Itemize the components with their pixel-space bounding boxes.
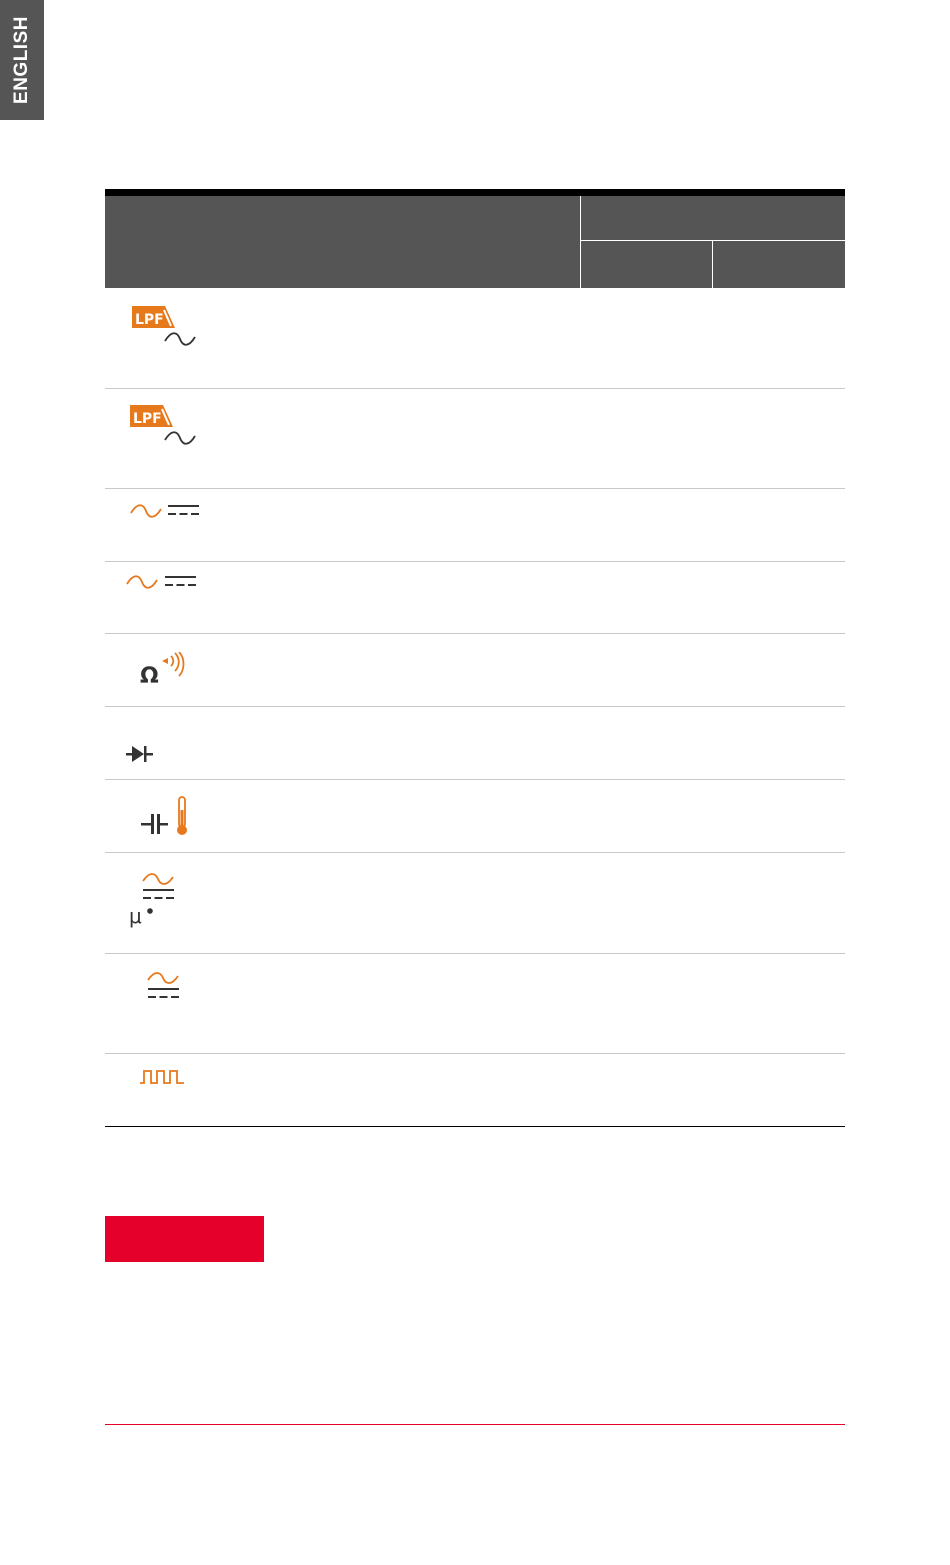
svg-text:LPF: LPF	[135, 312, 164, 328]
table-row	[105, 489, 845, 562]
language-tab	[0, 0, 44, 120]
table-row	[105, 288, 845, 389]
table-row	[105, 1054, 845, 1127]
table-row	[105, 707, 845, 780]
dc-icon	[165, 576, 197, 588]
function-table	[105, 189, 845, 1127]
ac-wave-icon	[125, 574, 159, 590]
header-divider-sub-col	[712, 241, 713, 288]
thermometer-icon	[175, 796, 189, 836]
diode-icon	[126, 744, 156, 764]
ac-wave-icon	[163, 331, 197, 347]
ac-wave-icon	[129, 503, 163, 519]
table-header	[105, 196, 845, 288]
micro-icon: μ	[129, 904, 142, 928]
header-divider-main	[580, 196, 581, 288]
capacitor-icon	[141, 812, 169, 836]
lpf-icon	[129, 404, 174, 428]
language-tab-label: ENGLISH	[11, 16, 32, 104]
dot-icon	[146, 907, 154, 915]
table-row	[105, 954, 845, 1054]
square-wave-icon	[139, 1069, 187, 1085]
ac-dc-icon	[141, 873, 177, 903]
footer-rule	[105, 1424, 845, 1425]
dc-icon	[168, 505, 200, 517]
ac-wave-icon	[163, 430, 197, 446]
table-row	[105, 853, 845, 954]
continuity-beep-icon	[161, 652, 187, 682]
lpf-icon	[131, 305, 176, 329]
table-row	[105, 562, 845, 634]
table-row	[105, 780, 845, 853]
table-row	[105, 634, 845, 707]
svg-text:LPF: LPF	[133, 411, 162, 427]
caution-banner	[105, 1216, 264, 1262]
ac-dc-icon	[146, 972, 182, 1002]
table-row	[105, 389, 845, 489]
ohm-icon: Ω	[140, 664, 159, 689]
table-top-rule	[105, 189, 845, 196]
header-divider-sub	[581, 240, 845, 241]
